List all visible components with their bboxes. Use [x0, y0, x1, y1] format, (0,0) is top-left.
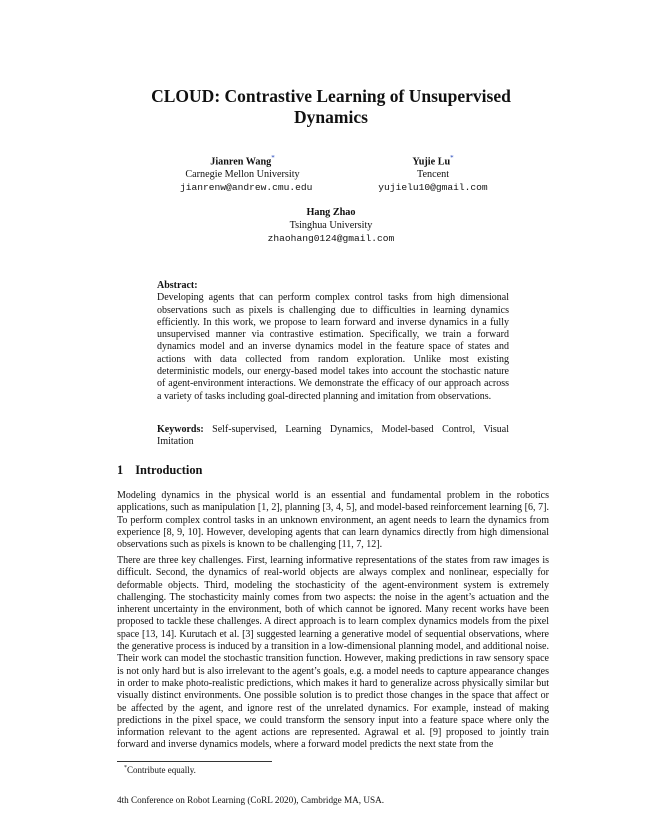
author-name: Yujie Lu: [412, 156, 451, 168]
abstract-heading: Abstract:: [157, 280, 198, 291]
title-line-1: CLOUD: Contrastive Learning of Unsupervised: [151, 86, 511, 106]
keywords: [157, 424, 509, 449]
title-line-2: Dynamics: [294, 107, 368, 127]
paper-title: [0, 86, 662, 128]
author-affiliation: Tsinghua University: [289, 220, 373, 231]
author-affiliation: Carnegie Mellon University: [185, 169, 300, 181]
section-title: Introduction: [135, 463, 203, 477]
equal-contribution-mark: *: [450, 154, 454, 162]
author-name: Jianren Wang: [210, 156, 272, 168]
intro-paragraph-1: Modeling dynamics in the physical world is an essential and fundamental problem in the robotics applications, such as manipulation [1, 2], planning [3, 4, 5], and model-based reinforcement learning [6, 7]. To perform complex control tasks in an unknown environment, an agent needs to learn the dynamics from experience [8, 9, 10]. However, developing agents that can learn dynamics directly from high dimensional observations such as pixels is known to be challenging [11, 7, 12].: [117, 490, 549, 551]
author-email: jianrenw@andrew.cmu.edu: [180, 182, 313, 194]
footnote: [124, 765, 196, 775]
author-affiliation: Tencent: [416, 169, 450, 181]
equal-contribution-mark: *: [271, 154, 275, 162]
author-block-3: [261, 206, 401, 245]
author-block-1: [180, 152, 313, 194]
footnote-mark: *: [124, 765, 127, 771]
keywords-label: Keywords:: [157, 424, 204, 435]
section-number: 1: [117, 463, 124, 477]
author-email: yujielu10@gmail.com: [378, 182, 488, 194]
footnote-divider: [117, 761, 272, 762]
author-name: Hang Zhao: [306, 207, 356, 218]
footnote-text: Contribute equally.: [127, 765, 196, 775]
author-email: zhaohang0124@gmail.com: [267, 233, 395, 244]
keywords-text: Self-supervised, Learning Dynamics, Model-based Control, Visual Imitation: [157, 424, 509, 448]
section-heading: [117, 463, 202, 478]
abstract: [157, 280, 509, 403]
intro-paragraph-2: There are three key challenges. First, learning informative representations of the states from raw images is difficult. Second, the dynamics of real-world objects are always complex and nonlinear, especially for deformable objects. Third, modeling the stochasticity of the agent-environment system is extremely challenging. The stochasticity mainly comes from two aspects: the noise in the agent’s actuation and the inherent uncertainty in the environment, both of which cannot be ignored. Many recent works have been proposed to tackle these challenges. A direct approach is to learn complex dynamics models from the pixel space [13, 14]. Kurutach et al. [3] suggested learning a generative model of sequential observations, where the generative process is induced by a transition in a low-dimensional planning model, and additional noise. Their work can model the stochastic transition function. However, making predictions in raw sensory space is not only hard but is also irrelevant to the agent’s goals, e.g. a model needs to capture appearance changes in order to make photo-realistic predictions, which makes it hard to generalize across physically similar but visually distinct environments. One possible solution is to predict those changes in the space that affect or be affected by the agent, and ignore rest of the unrelated dynamics. For example, instead of making predictions in the pixel space, we could transform the sensory input into a feature space where only the information relevant to the agent actions are represented. Agrawal et al. [9] proposed to jointly train forward and inverse dynamics models, where a forward model predicts the next state from the: [117, 555, 549, 751]
author-block-2: [373, 152, 493, 194]
abstract-text: Developing agents that can perform complex control tasks from high dimensional observations such as pixels is challenging due to difficulties in learning dynamics efficiently. In this work, we propose to learn forward and inverse dynamics in a fully unsupervised manner via contrastive estimation. Specifically, we train a forward dynamics model and an inverse dynamics model in the feature space of states and actions with data collected from random exploration. Unlike most existing deterministic models, our energy-based model takes into account the stochastic nature of agent-environment interactions. We demonstrate the efficacy of our approach across a variety of tasks including goal-directed planning and imitation from observations.: [157, 292, 509, 402]
conference-note: 4th Conference on Robot Learning (CoRL 2020), Cambridge MA, USA.: [117, 795, 385, 805]
